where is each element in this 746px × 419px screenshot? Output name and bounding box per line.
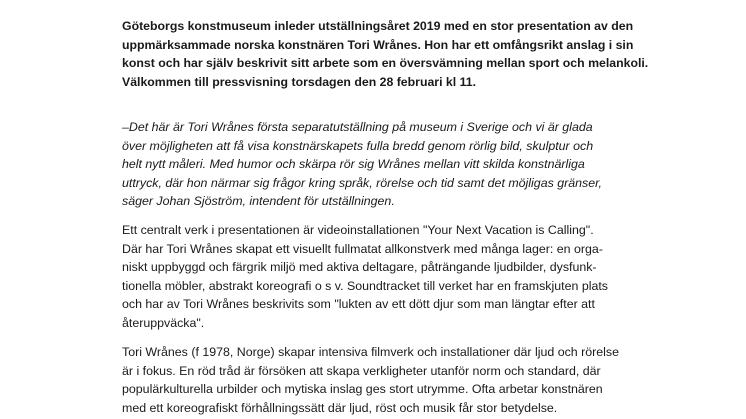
body-line: populärkulturella urbilder och mytiska inslag ges stort utrymme. Ofta arbetar konstnären	[122, 382, 603, 397]
lead-line: Göteborgs konstmuseum inleder utställningsåret 2019 med en stor presentation av den	[122, 19, 634, 33]
body-line: och har av Tori Wrånes beskrivits som "lukten av ett dött djur som man längtar efter att	[122, 297, 595, 312]
quote-attribution: säger Johan Sjöström, intendent för utställningen.	[122, 194, 395, 209]
lead-line: Välkommen till pressvisning torsdagen den 28 februari kl 11.	[122, 74, 476, 89]
body-paragraph-artist-bio	[122, 343, 619, 417]
body-line: niskt uppbyggd och färgrik miljö med aktiva deltagare, påträngande ljudbilder, dysfunk-	[122, 260, 597, 275]
quote-line: över möjligheten att få visa konstnärskapets fulla bredd genom rörlig bild, skulptur och	[122, 138, 594, 153]
body-line: Ett centralt verk i presentationen är videoinstallationen "Your Next Vacation is Calling".	[122, 223, 594, 237]
lead-paragraph	[122, 17, 648, 91]
body-line: Där har Tori Wrånes skapat ett visuellt fullmatat allkonstverk med många lager: en orga-	[122, 241, 603, 256]
body-line: återuppväcka".	[122, 315, 205, 330]
body-line: är i fokus. En röd tråd är försöken att skapa verkligheter utanför norm och standard, där	[122, 363, 601, 378]
lead-line: konst och har själv beskrivit sitt arbete som en översvämning mellan sport och melankoli.	[122, 56, 649, 71]
body-line: med ett koreografiskt förhållningssätt där ljud, röst och musik får stor betydelse.	[122, 400, 558, 415]
lead-line: uppmärksammade norska konstnären Tori Wrånes. Hon har ett omfångsrikt anslag i sin	[122, 37, 634, 52]
body-paragraph-video-installation	[122, 221, 608, 333]
body-line: tionella möbler, abstrakt koreografi o s v. Soundtracket till verket har en framskjuten plats	[122, 278, 608, 293]
quote-line: uttryck, där hon närmar sig frågor kring språk, rörelse och tid samt det möjligas gränser,	[122, 175, 602, 190]
quote-paragraph	[122, 118, 602, 211]
body-line: Tori Wrånes (f 1978, Norge) skapar intensiva filmverk och installationer där ljud och rörelse	[122, 345, 619, 359]
quote-line: –Det här är Tori Wrånes första separatutställning på museum i Sverige och vi är glada	[122, 120, 593, 134]
quote-line: helt nytt måleri. Med humor och skärpa rör sig Wrånes mellan vitt skilda konstnärliga	[122, 157, 585, 172]
